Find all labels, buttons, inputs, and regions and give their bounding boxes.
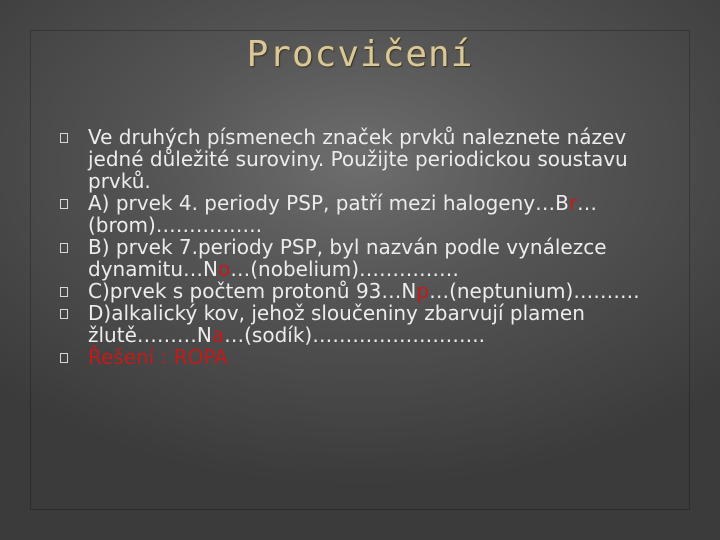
list-item (60, 280, 680, 302)
solution-text: Řešení : ROPA (88, 345, 228, 369)
slide-title: Procvičení (246, 34, 474, 75)
list-item (60, 126, 680, 192)
square-bullet-icon (60, 353, 68, 363)
highlight-letter: p (416, 279, 430, 303)
square-bullet-icon (60, 309, 68, 319)
highlight-letter: r (568, 191, 578, 215)
item-text-tail: …(sodík)…………………….. (224, 323, 485, 347)
square-bullet-icon (60, 199, 68, 209)
square-bullet-icon (60, 243, 68, 253)
square-bullet-icon (60, 287, 68, 297)
item-text: Ve druhých písmenech značek prvků naleznete název jedné důležité suroviny. Použijte periodickou soustavu prvků. (88, 125, 628, 193)
square-bullet-icon (60, 133, 68, 143)
list-item (60, 346, 680, 368)
item-text: D)alkalický kov, jehož sloučeniny zbarvují plamen žlutě………N (88, 301, 585, 347)
list-item (60, 192, 680, 236)
highlight-letter: o (217, 257, 231, 281)
item-text-tail: …(brom)……………. (88, 191, 598, 237)
item-text: A) prvek 4. periody PSP, patří mezi halogeny…B (88, 191, 569, 215)
item-text: B) prvek 7.periody PSP, byl nazván podle vynálezce dynamitu…N (88, 235, 607, 281)
item-text-tail: …(nobelium)…………… (230, 257, 460, 281)
item-text: C)prvek s počtem protonů 93…N (88, 279, 417, 303)
bullet-list (60, 126, 680, 368)
list-item (60, 302, 680, 346)
item-text-tail: …(neptunium)………. (429, 279, 640, 303)
list-item (60, 236, 680, 280)
highlight-letter: a (211, 323, 225, 347)
